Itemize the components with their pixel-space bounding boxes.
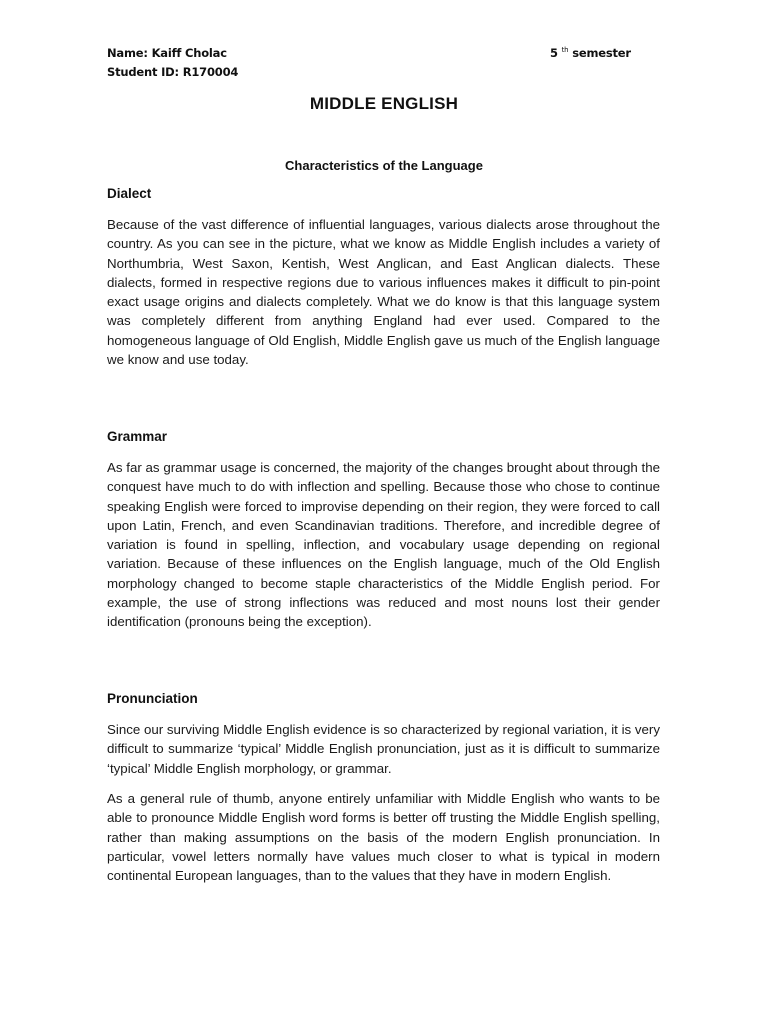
paragraph-pronunciation-1: Since our surviving Middle English evidence is so characterized by regional variation, it is very difficult to summarize ‘typical’ Middle English pronunciation, just as it is difficult to summarize ‘typical’ Middle English morphology, or grammar. [107, 722, 660, 776]
document-subtitle: Characteristics of the Language [285, 158, 483, 173]
semester-label [550, 46, 631, 60]
semester-superscript: th [561, 46, 569, 55]
semester-number: 5 [550, 46, 558, 60]
student-id: Student ID: R170004 [107, 65, 239, 79]
section-heading-grammar: Grammar [107, 429, 168, 444]
semester-word: semester [568, 46, 631, 60]
student-name: Name: Kaiff Cholac [107, 46, 227, 60]
paragraph-grammar: As far as grammar usage is concerned, the majority of the changes brought about through the conquest have much to do with inflection and spelling. Because those who chose to continue speaking English were forced to improvise depending on their region, they were forced to call upon Latin, French, and even Scandinavian traditions. Therefore, and incredible degree of variation is found in spelling, inflection, and vocabulary usage depending on regional variation. Because of these influences on the English language, much of the Old English morphology changed to become staple characteristics of the Middle English period. For example, the use of strong inflections was reduced and most nouns lost their gender identification (pronouns being the exception). [107, 460, 660, 630]
paragraph-pronunciation-2: As a general rule of thumb, anyone entirely unfamiliar with Middle English who wants to be able to pronounce Middle English word forms is better off trusting the Middle English spelling, rather than making assumptions on the basis of the modern English pronunciation. In particular, vowel letters normally have values much closer to what is typical in modern continental European languages, than to the values that they have in modern English. [107, 791, 660, 884]
document-title: MIDDLE ENGLISH [309, 94, 459, 113]
paragraph-dialect: Because of the vast difference of influential languages, various dialects arose throughout the country. As you can see in the picture, what we know as Middle English includes a variety of Northumbria, West Saxon, Kentish, West Anglican, and East Anglican dialects. These dialects, formed in respective regions due to various influences makes it difficult to pin-point exact usage origins and dialects completely. What we do know is that this language system was completely different from anything England had ever used. Compared to the homogeneous language of Old English, Middle English gave us much of the English language we know and use today. [107, 217, 660, 368]
section-heading-pronunciation: Pronunciation [107, 691, 198, 706]
section-heading-dialect: Dialect [107, 186, 152, 201]
